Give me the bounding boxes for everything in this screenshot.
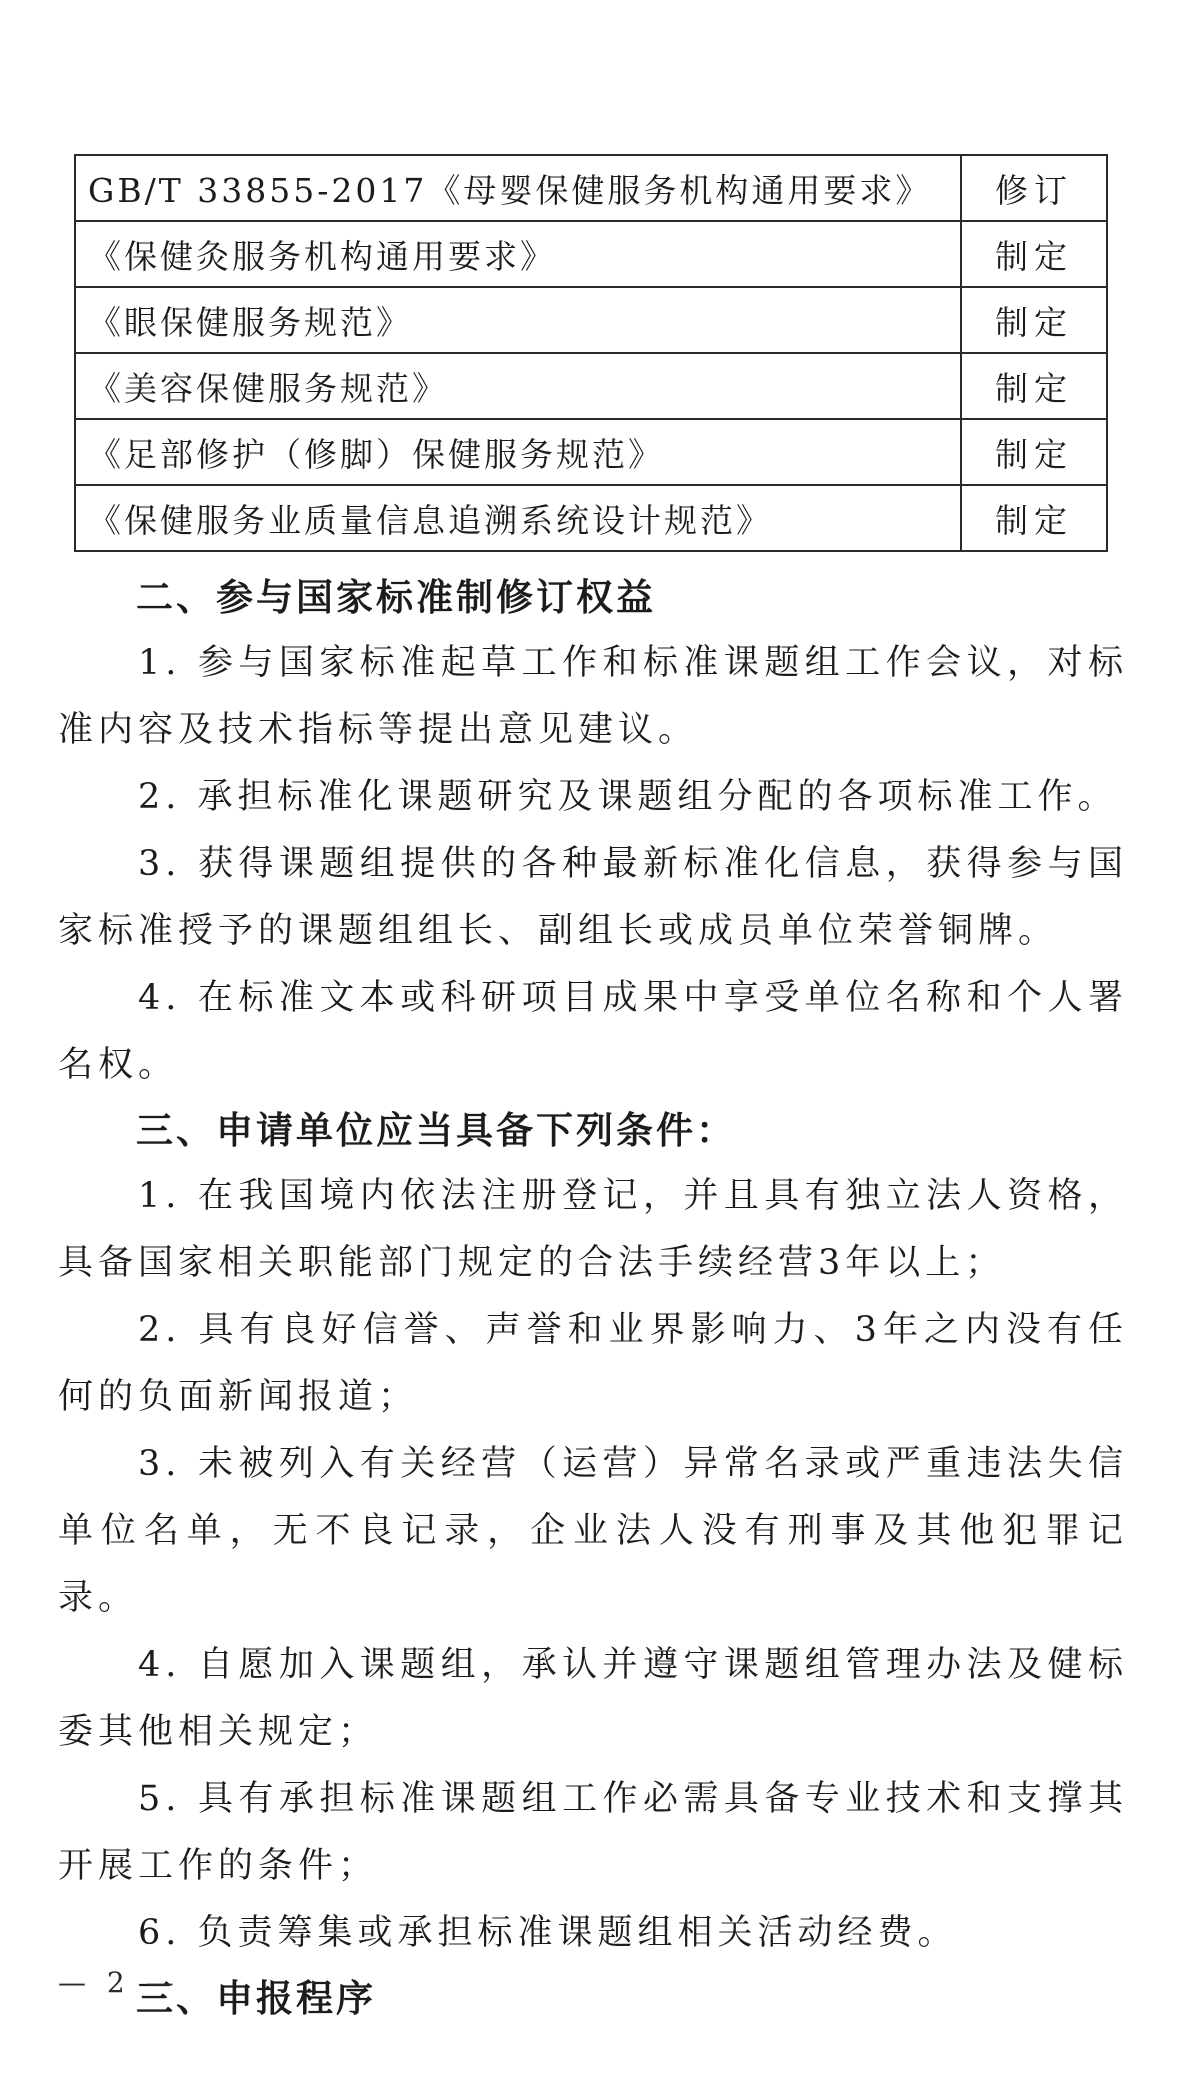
page-number: — 2 — [58, 1966, 180, 1999]
standard-name: GB/T 33855-2017《母婴保健服务机构通用要求》 [75, 155, 961, 221]
rights-item-3: 3. 获得课题组提供的各种最新标准化信息，获得参与国家标准授予的课题组组长、副组长或成员单位荣誉铜牌。 [58, 844, 1128, 951]
table-row [75, 221, 1107, 287]
standards-table [74, 154, 1108, 552]
document-body [58, 566, 1128, 2031]
standard-type: 制定 [961, 287, 1107, 353]
standard-name: 《保健服务业质量信息追溯系统设计规范》 [75, 485, 961, 551]
standard-name: 《美容保健服务规范》 [75, 353, 961, 419]
table-row [75, 287, 1107, 353]
standard-type: 制定 [961, 419, 1107, 485]
condition-item-1: 1. 在我国境内依法注册登记，并且具有独立法人资格，具备国家相关职能部门规定的合法手续经营3年以上； [58, 1176, 1128, 1283]
section-heading-procedure: 三、申报程序 [136, 1977, 376, 2020]
standard-type: 制定 [961, 221, 1107, 287]
standard-name: 《眼保健服务规范》 [75, 287, 961, 353]
standard-type: 制定 [961, 353, 1107, 419]
rights-item-4: 4. 在标准文本或科研项目成果中享受单位名称和个人署名权。 [58, 978, 1128, 1085]
condition-item-5: 5. 具有承担标准课题组工作必需具备专业技术和支撑其开展工作的条件； [58, 1779, 1128, 1886]
standard-name: 《保健灸服务机构通用要求》 [75, 221, 961, 287]
table-row [75, 419, 1107, 485]
condition-item-2: 2. 具有良好信誉、声誉和业界影响力、3年之内没有任何的负面新闻报道； [58, 1310, 1128, 1417]
rights-item-1: 1. 参与国家标准起草工作和标准课题组工作会议，对标准内容及技术指标等提出意见建议。 [58, 643, 1128, 750]
standard-type: 制定 [961, 485, 1107, 551]
condition-item-6: 6. 负责筹集或承担标准课题组相关活动经费。 [138, 1913, 958, 1953]
table-row [75, 353, 1107, 419]
condition-item-4: 4. 自愿加入课题组，承认并遵守课题组管理办法及健标委其他相关规定； [58, 1645, 1128, 1752]
table-row [75, 155, 1107, 221]
condition-item-3: 3. 未被列入有关经营（运营）异常名录或严重违法失信单位名单，无不良记录，企业法人没有刑事及其他犯罪记录。 [58, 1444, 1128, 1618]
standard-name: 《足部修护（修脚）保健服务规范》 [75, 419, 961, 485]
section-heading-conditions: 三、申请单位应当具备下列条件： [136, 1109, 736, 1152]
rights-item-2: 2. 承担标准化课题研究及课题组分配的各项标准工作。 [138, 777, 1118, 817]
table-row [75, 485, 1107, 551]
section-heading-rights: 二、参与国家标准制修订权益 [136, 576, 656, 619]
standard-type: 修订 [961, 155, 1107, 221]
